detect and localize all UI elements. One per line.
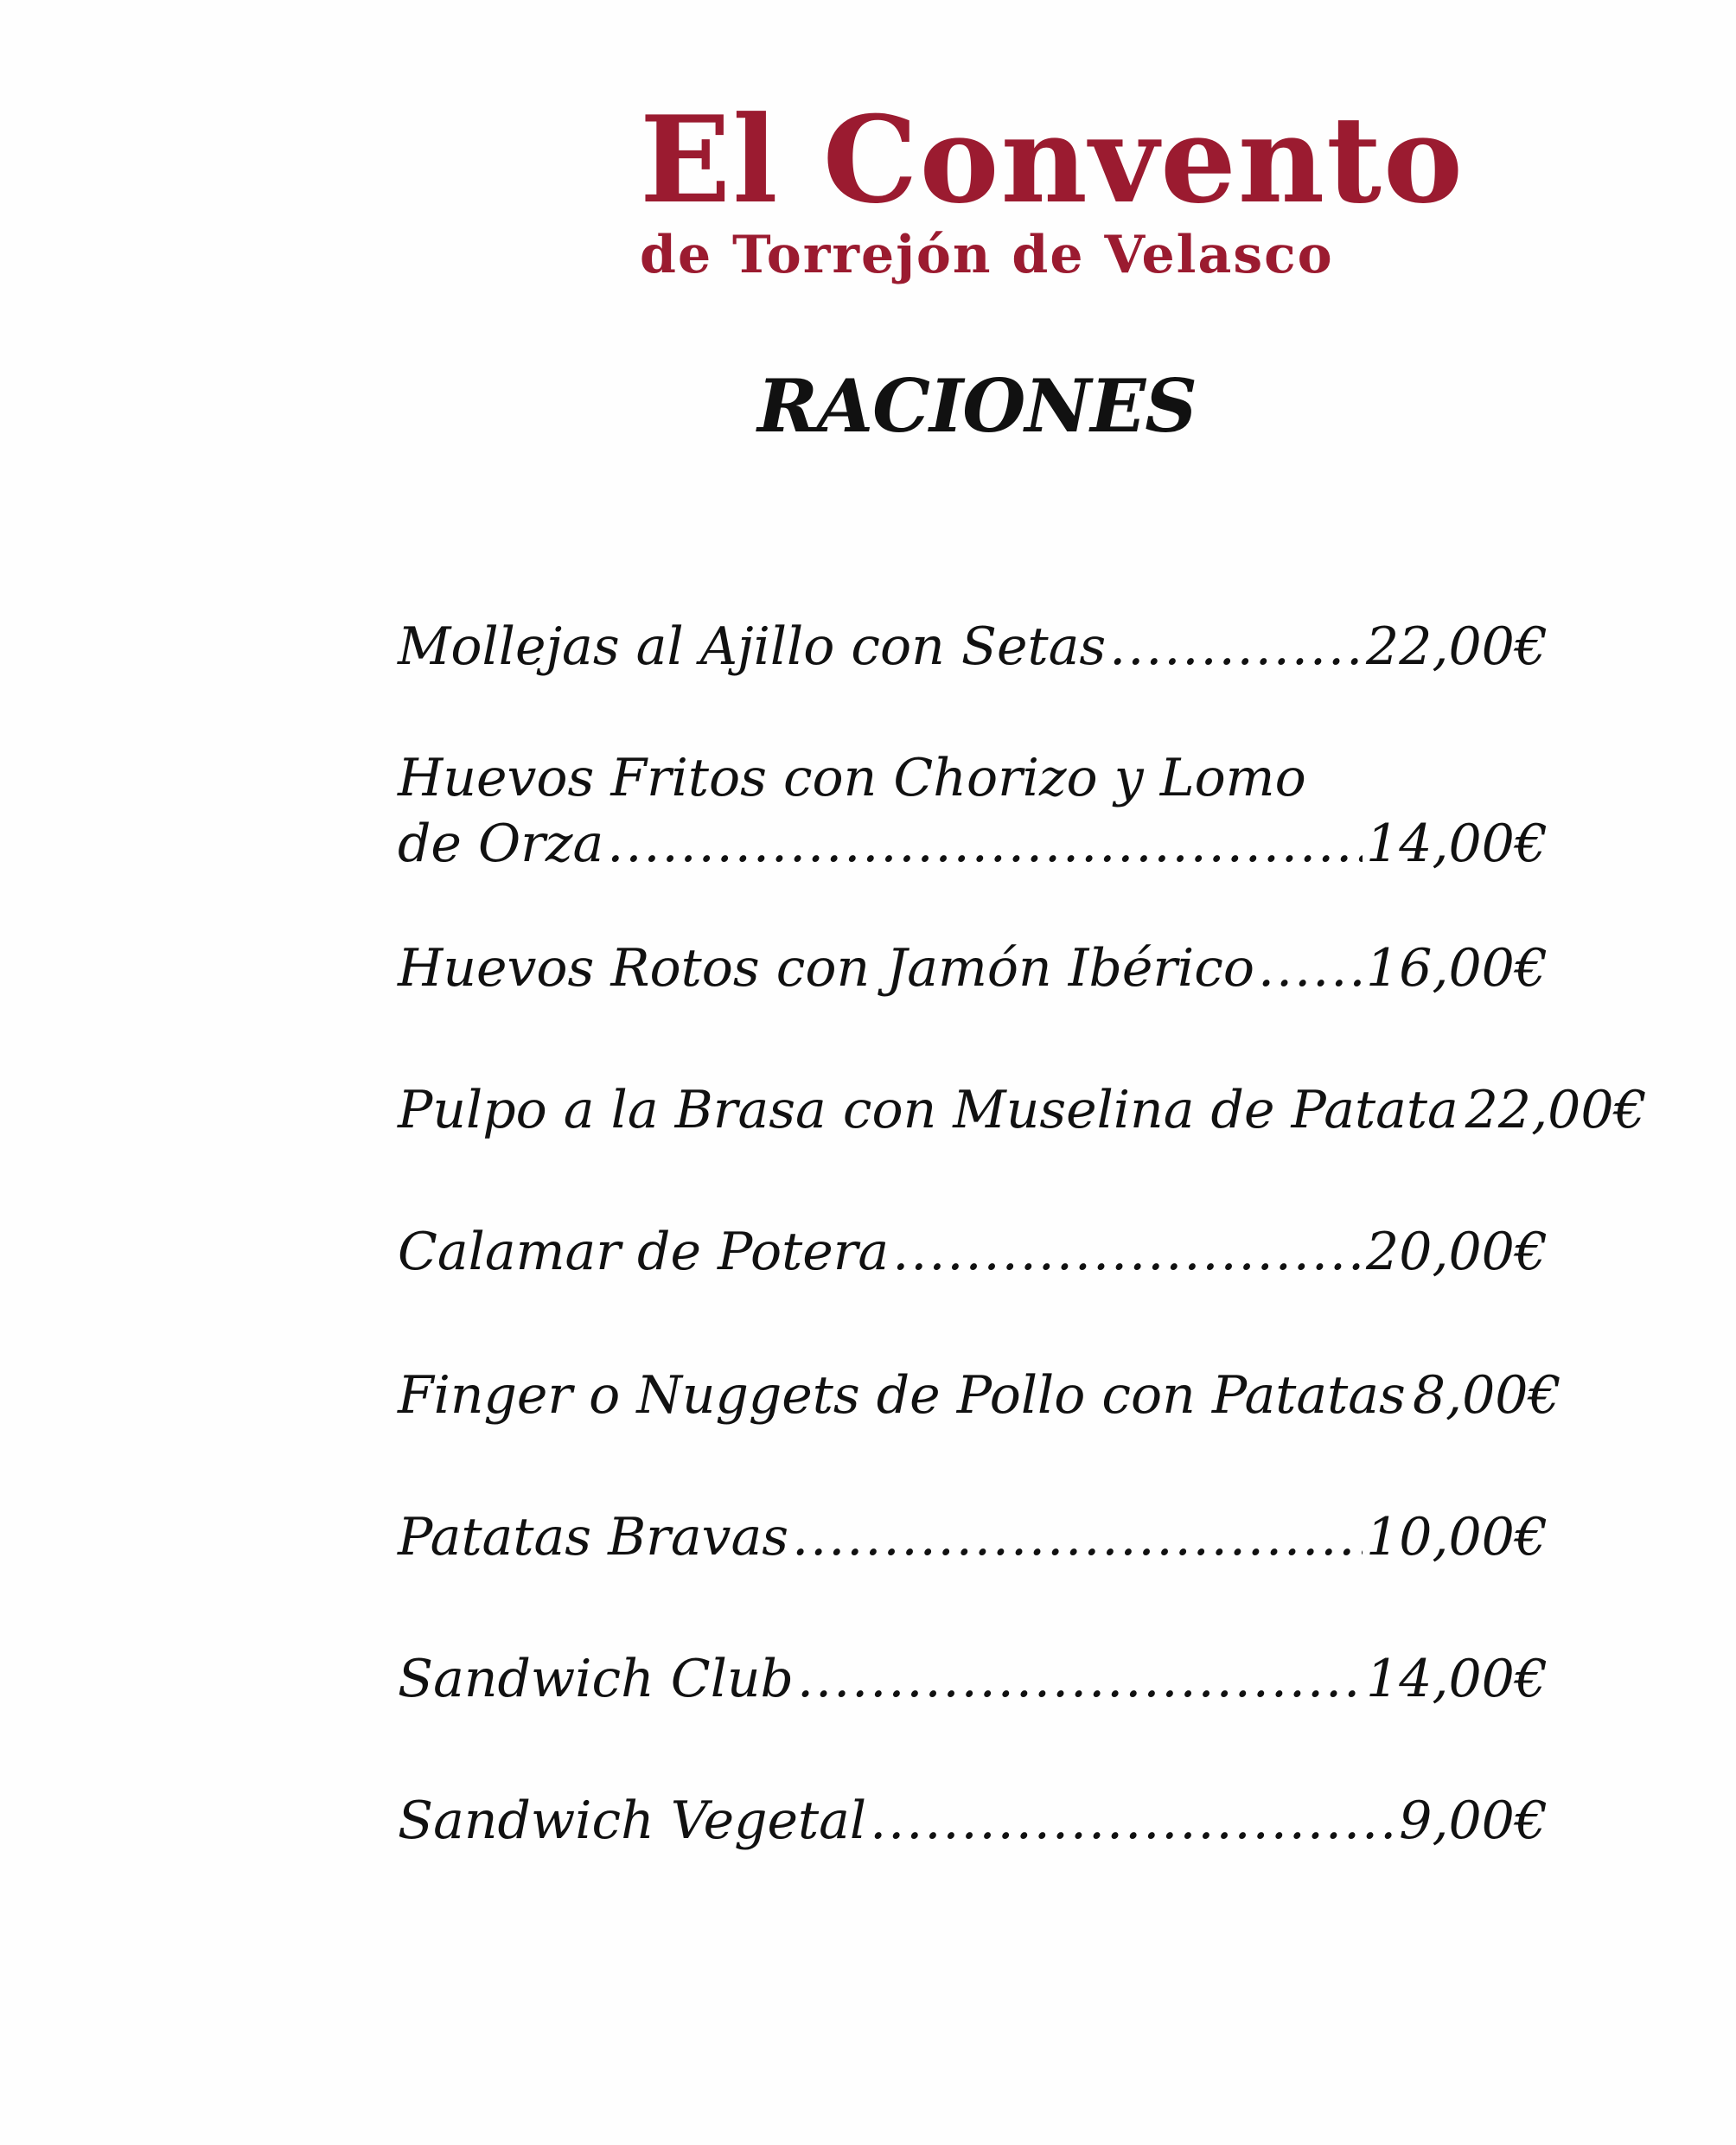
section-title: RACIONES (757, 363, 1197, 449)
menu-item-name: Finger o Nuggets de Pollo con Patatas (398, 1365, 1406, 1426)
menu-item-price: 14,00€ (1366, 1649, 1548, 1709)
menu-item (398, 745, 1548, 877)
menu-item (398, 1504, 1548, 1570)
dot-leader (607, 811, 1363, 877)
menu-item-name: Patatas Bravas (398, 1507, 789, 1567)
dot-leader (1258, 935, 1363, 1001)
menu-item-name: Calamar de Potera (398, 1222, 890, 1282)
dot-leader (892, 1219, 1363, 1285)
menu-item-price: 10,00€ (1366, 1507, 1548, 1567)
menu-item-name: Huevos Rotos con Jamón Ibérico (398, 938, 1254, 999)
menu-item-price: 22,00€ (1465, 1080, 1647, 1140)
menu-item (398, 1077, 1647, 1143)
restaurant-logo (640, 89, 1465, 285)
menu-item-name: Sandwich Vegetal (398, 1791, 867, 1851)
menu-item-price: 22,00€ (1366, 616, 1548, 677)
menu-item-name: Sandwich Club (398, 1649, 794, 1709)
menu-item (398, 614, 1548, 680)
menu-item-price: 20,00€ (1366, 1222, 1548, 1282)
dot-leader (797, 1646, 1363, 1712)
menu-item-price: 14,00€ (1366, 814, 1548, 874)
menu-item-price: 9,00€ (1399, 1791, 1548, 1851)
menu-item-name: de Orza (398, 814, 604, 874)
menu-item (398, 1788, 1548, 1854)
menu-item-name: Pulpo a la Brasa con Muselina de Patata (398, 1080, 1458, 1140)
menu-item (398, 1363, 1561, 1428)
menu-item-name: Mollejas al Ajillo con Setas (398, 616, 1107, 677)
menu-item-price: 8,00€ (1412, 1365, 1561, 1426)
dot-leader (792, 1504, 1363, 1570)
menu-item (398, 1219, 1548, 1285)
menu-item-name-line1: Huevos Fritos con Chorizo y Lomo (398, 748, 1306, 808)
logo-title: El Convento (640, 89, 1465, 230)
menu-item (398, 1646, 1548, 1712)
menu-item (398, 935, 1548, 1001)
menu-item-price: 16,00€ (1366, 938, 1548, 999)
logo-subtitle: de Torrejón de Velasco (640, 225, 1334, 285)
dot-leader (870, 1788, 1395, 1854)
dot-leader (1109, 614, 1363, 680)
